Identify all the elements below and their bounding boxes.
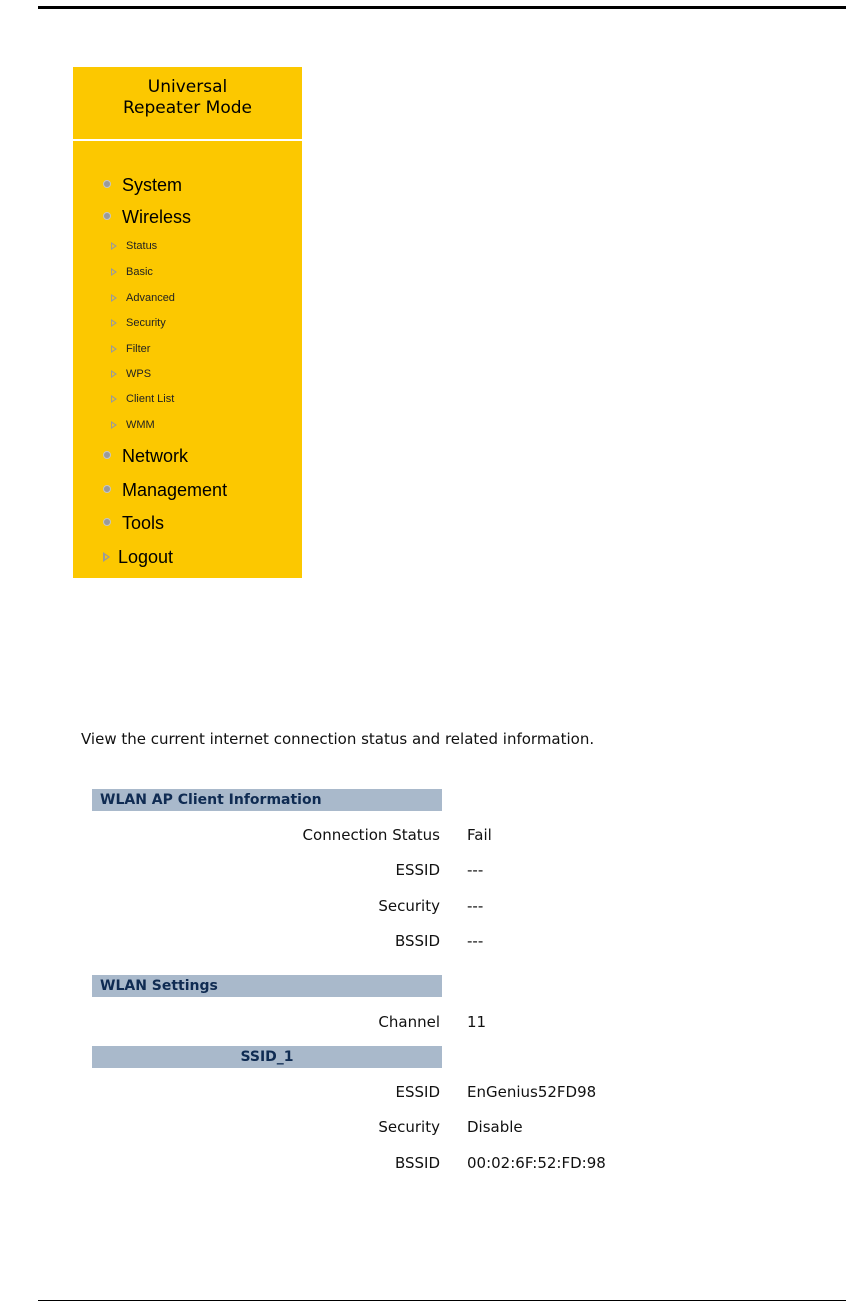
sidebar-subitem-label: Client List xyxy=(126,393,175,405)
sidebar-subitem-security[interactable] xyxy=(111,316,166,330)
section-header-ap-client: WLAN AP Client Information xyxy=(92,789,442,811)
triangle-right-icon xyxy=(103,552,110,562)
sidebar-subitem-label: Status xyxy=(126,240,158,252)
ssid1-security-label: Security xyxy=(378,1118,440,1136)
triangle-right-icon xyxy=(111,268,117,276)
sidebar-subitem-label: Security xyxy=(126,317,166,329)
sidebar xyxy=(73,67,302,578)
page-description: View the current internet connection status and related information. xyxy=(81,730,595,748)
triangle-right-icon xyxy=(111,345,117,353)
triangle-right-icon xyxy=(111,294,117,302)
bullet-icon xyxy=(103,212,111,220)
sidebar-subitem-basic[interactable] xyxy=(111,265,153,279)
ssid1-essid-label: ESSID xyxy=(395,1083,440,1101)
triangle-right-icon xyxy=(111,319,117,327)
section-header-ssid1: SSID_1 xyxy=(92,1046,442,1068)
bullet-icon xyxy=(103,180,111,188)
connection-status-label: Connection Status xyxy=(302,826,440,844)
sidebar-item-label: Tools xyxy=(122,512,165,533)
ap-bssid-label: BSSID xyxy=(394,932,440,950)
triangle-right-icon xyxy=(111,421,117,429)
mode-title-line2: Repeater Mode xyxy=(122,98,252,118)
ap-essid-value: --- xyxy=(467,861,484,879)
ssid1-bssid-value: 00:02:6F:52:FD:98 xyxy=(467,1154,606,1172)
sidebar-subitem-client-list[interactable] xyxy=(111,392,174,406)
sidebar-subitem-advanced[interactable] xyxy=(111,291,175,305)
section-header-wlan-settings: WLAN Settings xyxy=(92,975,442,997)
mode-title-line1: Universal xyxy=(147,77,228,97)
sidebar-item-label: Logout xyxy=(118,546,174,567)
sidebar-subitem-wmm[interactable] xyxy=(111,418,155,432)
channel-label: Channel xyxy=(378,1013,440,1031)
ssid1-essid-value: EnGenius52FD98 xyxy=(467,1083,597,1101)
sidebar-subitem-label: Basic xyxy=(126,266,153,278)
sidebar-item-wireless[interactable] xyxy=(103,206,191,228)
ap-bssid-value: --- xyxy=(467,932,484,950)
ap-security-value: --- xyxy=(467,897,484,915)
sidebar-subitem-status[interactable] xyxy=(111,239,157,253)
ap-security-label: Security xyxy=(378,897,440,915)
bullet-icon xyxy=(103,518,111,526)
sidebar-subitem-filter[interactable] xyxy=(111,342,150,356)
bullet-icon xyxy=(103,485,111,493)
triangle-right-icon xyxy=(111,395,117,403)
sidebar-item-system[interactable] xyxy=(103,174,182,196)
sidebar-item-network[interactable] xyxy=(103,445,188,467)
sidebar-item-label: Wireless xyxy=(122,206,192,227)
sidebar-subitem-wps[interactable] xyxy=(111,367,151,381)
connection-status-value: Fail xyxy=(467,826,492,844)
sidebar-subitem-label: Advanced xyxy=(126,292,175,304)
triangle-right-icon xyxy=(111,242,117,250)
sidebar-item-management[interactable] xyxy=(103,479,227,501)
sidebar-subitem-label: Filter xyxy=(126,343,151,355)
sidebar-item-label: Management xyxy=(122,479,228,500)
bullet-icon xyxy=(103,451,111,459)
bottom-divider xyxy=(38,1300,846,1301)
sidebar-subitem-label: WPS xyxy=(126,368,152,380)
sidebar-item-label: System xyxy=(122,174,183,195)
mode-title xyxy=(73,67,302,141)
ssid1-bssid-label: BSSID xyxy=(394,1154,440,1172)
sidebar-subitem-label: WMM xyxy=(126,419,155,431)
channel-value: 11 xyxy=(467,1013,487,1031)
top-divider xyxy=(38,6,846,9)
sidebar-item-label: Network xyxy=(122,445,189,466)
sidebar-item-logout[interactable] xyxy=(103,546,173,568)
triangle-right-icon xyxy=(111,370,117,378)
ssid1-security-value: Disable xyxy=(467,1118,523,1136)
sidebar-item-tools[interactable] xyxy=(103,512,164,534)
ap-essid-label: ESSID xyxy=(395,861,440,879)
